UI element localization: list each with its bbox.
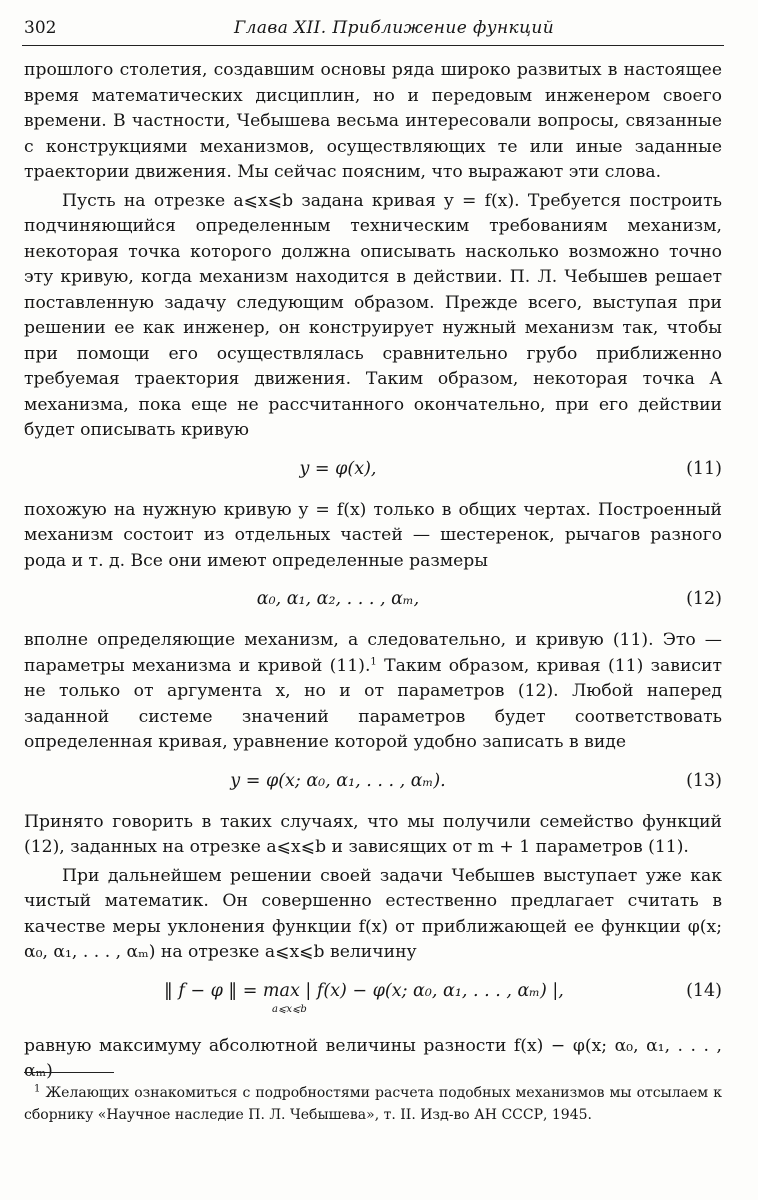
equation-14-number: (14) [686, 980, 722, 1001]
paragraph-7: равную максимуму абсолютной величины разности f(x) − φ(x; α₀, α₁, . . . , αₘ) [24, 1035, 722, 1081]
equation-12-formula: α₀, α₁, α₂, . . . , αₘ, [256, 589, 420, 609]
paragraph-6: При дальнейшем решении своей задачи Чебышев выступает уже как чистый математик. Он совершенно естественно предлагает считать в качестве меры уклонения функции f(x) от приближающей ее функции φ(x; α₀, α₁, . . . , αₘ) на отрезке a⩽x⩽b величину [24, 865, 722, 962]
footnote-text: Желающих ознакомиться с подробностями расчета подобных механизмов мы отсылаем к сборнику «Научное наследие П. Л. Чебышева», т. II. Изд-во АН СССР, 1945. [24, 1085, 722, 1123]
equation-11 [24, 450, 722, 494]
header-rule [22, 45, 724, 46]
paragraph-4-part-a: вполне определяющие механизм, а следовательно, и кривую (11). Это — параметры механизма и кривой (11). [24, 630, 722, 676]
equation-12 [24, 580, 722, 624]
footnote-reference: 1 [370, 655, 377, 667]
paragraph-1: прошлого столетия, создавшим основы ряда широко развитых в настоящее время математических дисциплин, но и передовым инженером своего времени. В частности, Чебышева весьма интересовали вопросы, связанные с конструкциями механизмов, осуществляющих те или иные заданные траектории движения. Мы сейчас поясним, что выражают эти слова. [24, 60, 722, 182]
equation-11-number: (11) [686, 458, 722, 479]
paragraph-5: Принято говорить в таких случаях, что мы получили семейство функций (12), заданных на отрезке a⩽x⩽b и зависящих от m + 1 параметров (11). [24, 811, 722, 857]
equation-14-formula: ‖ f − φ ‖ = max | f(x) − φ(x; α₀, α₁, . . . , αₘ) |, [164, 980, 564, 1001]
page-number: 302 [24, 18, 57, 38]
running-head [24, 18, 722, 44]
footnote-mark: 1 [34, 1083, 41, 1095]
body-text [24, 58, 722, 1085]
paragraph-4-part-b: Таким образом, кривая (11) зависит не только от аргумента x, но и от параметров (12). Любой наперед заданной системе значений параметров будет соответствовать определенная кривая, уравнение которой удобно записать в виде [24, 655, 722, 752]
chapter-title: Глава XII. Приближение функций [234, 18, 555, 38]
footnote-rule [24, 1072, 114, 1073]
equation-14 [24, 972, 722, 1030]
paragraph-3: похожую на нужную кривую y = f(x) только в общих чертах. Построенный механизм состоит из отдельных частей — шестеренок, рычагов разного рода и т. д. Все они имеют определенные размеры [24, 499, 722, 571]
paragraph-2: Пусть на отрезке a⩽x⩽b задана кривая y = f(x). Требуется построить подчиняющийся определенным техническим требованиям механизм, некоторая точка которого должна описывать насколько возможно точно эту кривую, когда механизм находится в действии. П. Л. Чебышев решает поставленную задачу следующим образом. Прежде всего, выступая при решении ее как инженер, он конструирует нужный механизм так, чтобы при помощи его осуществлялась сравнительно грубо приближенно требуемая траектория движения. Таким образом, некоторая точка A механизма, пока еще не рассчитанного окончательно, при его действии будет описывать кривую [24, 190, 722, 440]
equation-14-max-subscript: a⩽x⩽b [272, 1003, 307, 1015]
paragraph-4 [24, 628, 722, 756]
footnote [24, 1083, 722, 1126]
equation-13-number: (13) [686, 770, 722, 791]
equation-11-formula: y = φ(x), [299, 458, 377, 479]
equation-13 [24, 762, 722, 806]
equation-13-formula: y = φ(x; α₀, α₁, . . . , αₘ). [230, 770, 446, 791]
equation-12-number: (12) [686, 589, 722, 609]
